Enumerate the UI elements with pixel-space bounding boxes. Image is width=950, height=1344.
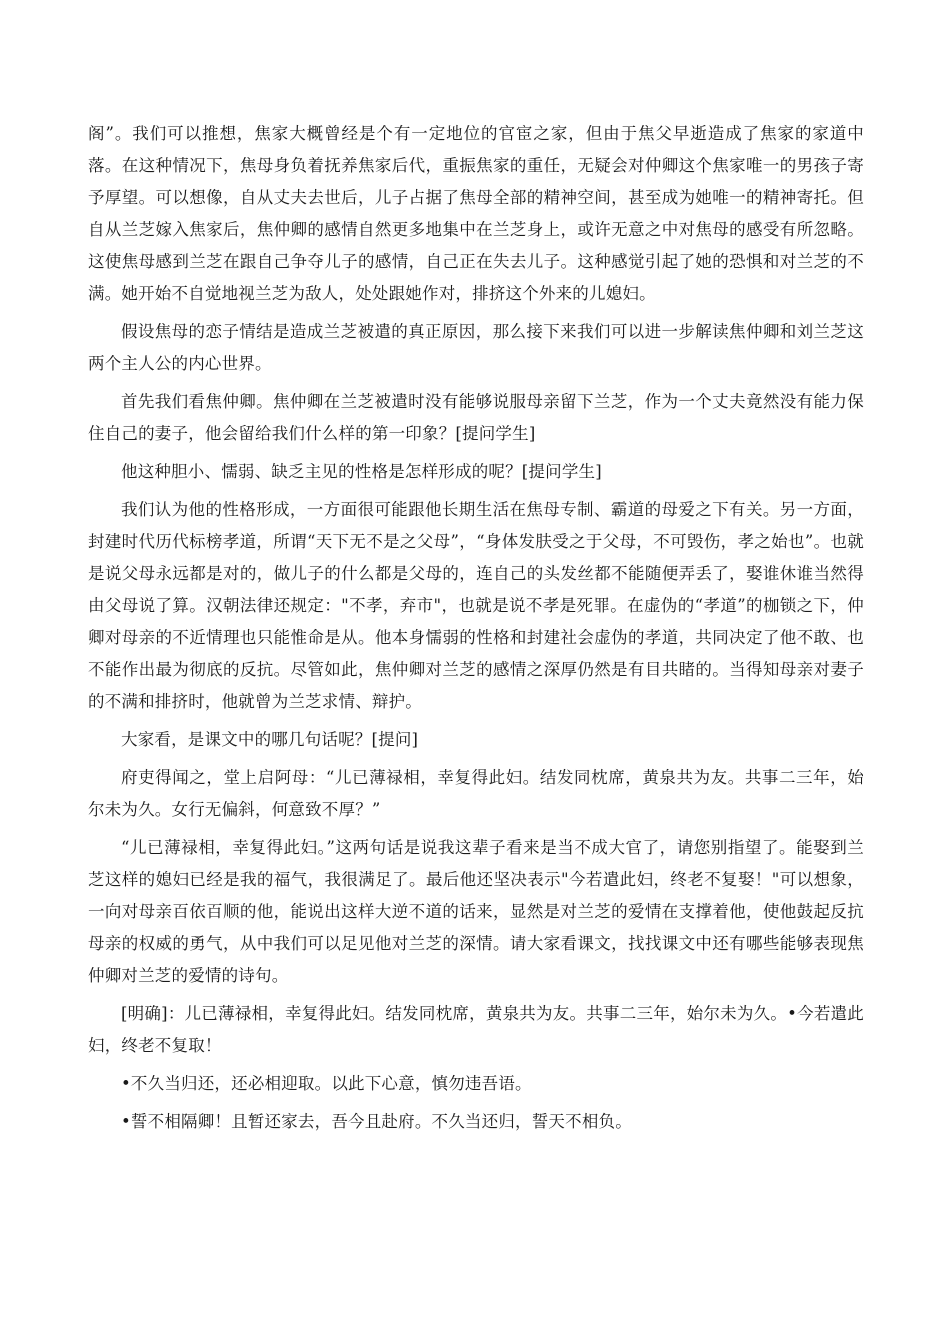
paragraph-1: 阁”。我们可以推想，焦家大概曾经是个有一定地位的官宦之家，但由于焦父早逝造成了焦家的家道中落。在这种情况下，焦母身负着抚养焦家后代，重振焦家的重任，无疑会对仲卿这个焦家唯一的男孩子寄予厚望。可以想像，自从丈夫去世后，儿子占据了焦母全部的精神空间，甚至成为她唯一的精神寄托。但自从兰芝嫁入焦家后，焦仲卿的感情自然更多地集中在兰芝身上，或许无意之中对焦母的感受有所忽略。这使焦母感到兰芝在跟自己争夺儿子的感情，自己正在失去儿子。这种感觉引起了她的恐惧和对兰芝的不满。她开始不自觉地视兰芝为敌人，处处跟她作对，排挤这个外来的儿媳妇。 xyxy=(88,124,864,303)
paragraph-6: 大家看，是课文中的哪几句话呢？[提问] xyxy=(121,730,419,749)
paragraph-7: 府吏得闻之，堂上启阿母：“儿已薄禄相，幸复得此妇。结发同枕席，黄泉共为友。共事二三年，始尔未为久。女行无偏斜，何意致不厚？” xyxy=(88,768,864,819)
paragraph-8: “儿已薄禄相，幸复得此妇。”这两句话是说我这辈子看来是当不成大官了，请您别指望了。能娶到兰芝这样的媳妇已经是我的福气，我很满足了。最后他还坚决表示"今若遣此妇，终老不复娶！"可以想象，一向对母亲百依百顺的他，能说出这样大逆不道的话来，显然是对兰芝的爱情在支撑着他，使他鼓起反抗母亲的权威的勇气，从中我们可以足见他对兰芝的深情。请大家看课文，找找课文中还有哪些能够表现焦仲卿对兰芝的爱情的诗句。 xyxy=(88,838,864,985)
paragraph-2: 假设焦母的恋子情结是造成兰芝被遣的真正原因，那么接下来我们可以进一步解读焦仲卿和刘兰芝这两个主人公的内心世界。 xyxy=(88,322,864,373)
paragraph-4: 他这种胆小、懦弱、缺乏主见的性格是怎样形成的呢？[提问学生] xyxy=(121,462,602,481)
paragraph-3: 首先我们看焦仲卿。焦仲卿在兰芝被遣时没有能够说服母亲留下兰芝，作为一个丈夫竟然没有能力保住自己的妻子，他会留给我们什么样的第一印象？[提问学生] xyxy=(88,392,864,443)
paragraph-9: [明确]：儿已薄禄相，幸复得此妇。结发同枕席，黄泉共为友。共事二三年，始尔未为久。•今若遣此妇，终老不复取！ xyxy=(88,1004,864,1055)
paragraph-10: •不久当归还，还必相迎取。以此下心意，慎勿违吾语。 xyxy=(121,1074,532,1093)
document-page xyxy=(88,118,864,1144)
paragraph-11: •誓不相隔卿！且暂还家去，吾今且赴府。不久当还归，誓天不相负。 xyxy=(121,1112,632,1131)
paragraph-5: 我们认为他的性格形成，一方面很可能跟他长期生活在焦母专制、霸道的母爱之下有关。另一方面，封建时代历代标榜孝道，所谓“天下无不是之父母”，“身体发肤受之于父母，不可毁伤，孝之始也”。也就是说父母永远都是对的，做儿子的什么都是父母的，连自己的头发丝都不能随便弄丢了，娶谁休谁当然得由父母说了算。汉朝法律还规定："不孝，弃市"，也就是说不孝是死罪。在虚伪的“孝道”的枷锁之下，仲卿对母亲的不近情理也只能惟命是从。他本身懦弱的性格和封建社会虚伪的孝道，共同决定了他不敢、也不能作出最为彻底的反抗。尽管如此，焦仲卿对兰芝的感情之深厚仍然是有目共睹的。当得知母亲对妻子的不满和排挤时，他就曾为兰芝求情、辩护。 xyxy=(88,500,864,711)
